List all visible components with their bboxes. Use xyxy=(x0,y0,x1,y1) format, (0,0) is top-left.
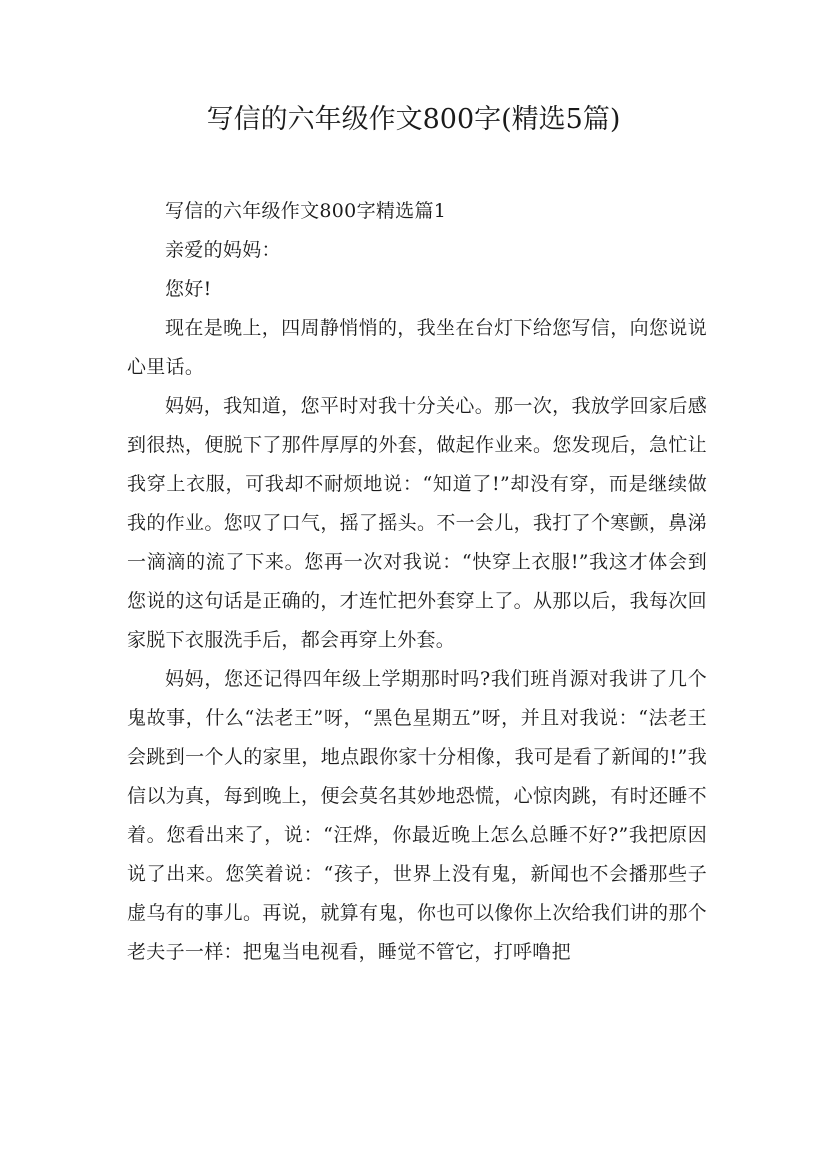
document-title: 写信的六年级作文800字(精选5篇) xyxy=(206,104,621,135)
greeting: 您好! xyxy=(165,278,212,300)
document-body xyxy=(127,192,707,972)
salutation: 亲爱的妈妈： xyxy=(165,239,281,261)
essay-heading: 写信的六年级作文800字精选篇1 xyxy=(165,200,447,222)
paragraph-ghost-story: 妈妈，您还记得四年级上学期那时吗?我们班肖源对我讲了几个鬼故事，什么“法老王”呀，“黑色星期五”呀，并且对我说：“法老王会跳到一个人的家里，地点跟你家十分相像，我可是看了新闻的!”我信以为真，每到晚上，便会莫名其妙地恐慌，心惊肉跳，有时还睡不着。您看出来了，说：“汪烨，你最近晚上怎么总睡不好?”我把原因说了出来。您笑着说：“孩子，世界上没有鬼，新闻也不会播那些子虚乌有的事儿。再说，就算有鬼，你也可以像你上次给我们讲的那个老夫子一样：把鬼当电视看，睡觉不管它，打呼噜把 xyxy=(127,668,707,963)
paragraph-intro: 现在是晚上，四周静悄悄的，我坐在台灯下给您写信，向您说说心里话。 xyxy=(127,317,707,378)
paragraph-coat-story: 妈妈，我知道，您平时对我十分关心。那一次，我放学回家后感到很热，便脱下了那件厚厚的外套，做起作业来。您发现后，急忙让我穿上衣服，可我却不耐烦地说：“知道了!”却没有穿，而是继续做我的作业。您叹了口气，摇了摇头。不一会儿，我打了个寒颤，鼻涕一滴滴的流了下来。您再一次对我说：“快穿上衣服!”我这才体会到您说的这句话是正确的，才连忙把外套穿上了。从那以后，我每次回家脱下衣服洗手后，都会再穿上外套。 xyxy=(127,395,707,651)
